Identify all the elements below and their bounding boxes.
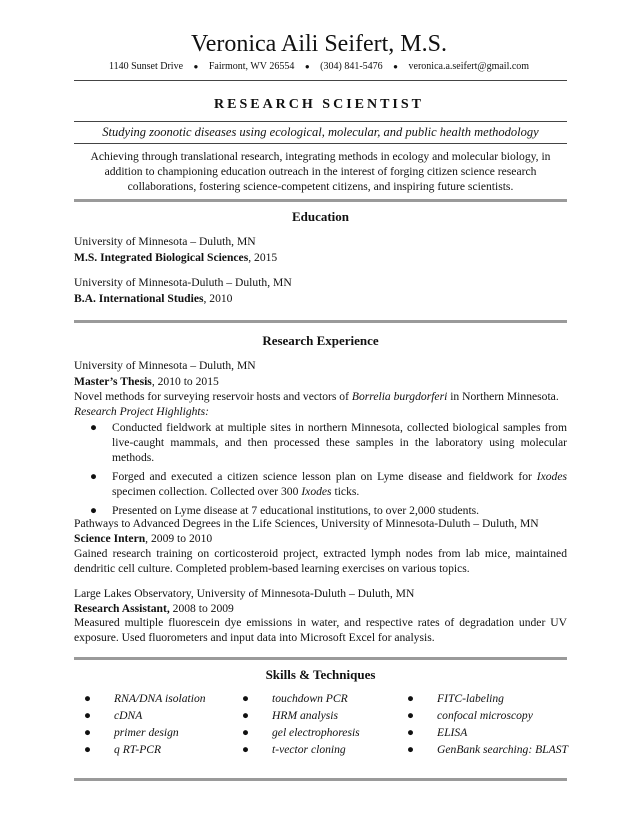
header-divider bbox=[74, 80, 567, 81]
taxon-name: Ixodes bbox=[301, 485, 332, 498]
taxon-name: Borrelia burgdorferi bbox=[351, 390, 448, 403]
skill-label: FITC-labeling bbox=[437, 692, 504, 705]
skill-item bbox=[232, 741, 360, 758]
highlights-list bbox=[74, 420, 567, 522]
skill-item bbox=[397, 707, 568, 724]
job-role bbox=[74, 601, 567, 616]
bullet-separator-icon: ● bbox=[393, 62, 399, 71]
skills-column bbox=[232, 690, 360, 758]
contact-line bbox=[0, 61, 638, 73]
bullet-icon: ● bbox=[84, 726, 92, 739]
section-divider bbox=[74, 657, 567, 660]
list-item-text: Forged and executed a citizen science lesson plan on Lyme disease and fieldwork for bbox=[112, 470, 537, 483]
tagline: Studying zoonotic diseases using ecological, molecular, and public health methodology bbox=[102, 125, 539, 139]
section-divider bbox=[74, 320, 567, 323]
skills-column bbox=[74, 690, 206, 758]
summary: Achieving through translational research, integrating methods in ecology and molecular biology, in addition to championing education outreach in the interest of forging citizen science research collaborations, fostering science-competent citizens, and inspiring future scientists. bbox=[90, 150, 551, 193]
research-heading: Research Experience bbox=[262, 333, 379, 348]
skill-label: RNA/DNA isolation bbox=[114, 692, 206, 705]
bullet-icon: ● bbox=[407, 743, 415, 756]
bullet-icon: ● bbox=[242, 692, 250, 705]
bullet-icon: ● bbox=[90, 470, 98, 483]
skill-label: ELISA bbox=[437, 726, 468, 739]
skill-item bbox=[74, 690, 206, 707]
list-item-text: specimen collection. Collected over 300 bbox=[112, 485, 302, 498]
list-item-text: Presented on Lyme disease at 7 educational institutions, to over 2,000 students. bbox=[112, 504, 480, 517]
skill-label: HRM analysis bbox=[272, 709, 339, 722]
desc-text: in Northern Minnesota. bbox=[447, 390, 559, 403]
skill-item bbox=[74, 724, 206, 741]
education-school: University of Minnesota – Duluth, MN bbox=[74, 235, 256, 248]
job-description: Measured multiple fluorescein dye emissions in water, and respective rates of degradation under UV exposure. Used fluorometers and input data into Microsoft Excel for analysis. bbox=[74, 616, 567, 644]
degree-name: B.A. International Studies bbox=[74, 292, 204, 305]
bullet-icon: ● bbox=[84, 692, 92, 705]
job-role bbox=[74, 531, 567, 546]
bullet-icon: ● bbox=[242, 726, 250, 739]
skill-label: t-vector cloning bbox=[272, 743, 346, 756]
list-item-text: Conducted fieldwork at multiple sites in northern Minnesota, collected biological samples from live-caught mammals, and then processed these samples in the laboratory using molecular methods. bbox=[112, 421, 567, 464]
skill-label: GenBank searching: BLAST bbox=[437, 743, 568, 756]
list-item bbox=[74, 420, 567, 465]
bullet-icon: ● bbox=[407, 726, 415, 739]
role-title: Research Assistant, bbox=[74, 602, 170, 615]
bullet-icon: ● bbox=[242, 743, 250, 756]
skill-label: confocal microscopy bbox=[437, 709, 533, 722]
highlights-label bbox=[74, 404, 567, 419]
job-description: Gained research training on corticosteroid project, extracted lymph nodes from lab mice, maintained dendritic cell culture. Completed problem-based learning exercises on various topics. bbox=[74, 547, 567, 575]
degree-year: , 2015 bbox=[248, 251, 278, 264]
role-dates: , 2010 to 2015 bbox=[151, 375, 219, 388]
bullet-icon: ● bbox=[90, 504, 98, 517]
bullet-icon: ● bbox=[407, 709, 415, 722]
city: Fairmont, WV 26554 bbox=[208, 61, 295, 72]
education-degree bbox=[74, 250, 567, 265]
skill-item bbox=[232, 707, 360, 724]
bullet-icon: ● bbox=[84, 743, 92, 756]
education-school: University of Minnesota-Duluth – Duluth, MN bbox=[74, 276, 292, 289]
education-degree bbox=[74, 291, 567, 306]
skill-label: cDNA bbox=[114, 709, 143, 722]
role-title: Science Intern bbox=[74, 532, 146, 545]
email[interactable]: veronica.a.seifert@gmail.com bbox=[408, 61, 530, 72]
candidate-name: Veronica Aili Seifert, M.S. bbox=[191, 31, 447, 57]
address: 1140 Sunset Drive bbox=[108, 61, 184, 72]
bullet-separator-icon: ● bbox=[193, 62, 199, 71]
skill-item bbox=[397, 741, 568, 758]
job-organization: University of Minnesota – Duluth, MN bbox=[74, 359, 256, 372]
tagline-top-divider bbox=[74, 121, 567, 122]
taxon-name: Ixodes bbox=[536, 470, 567, 483]
job-title: RESEARCH SCIENTIST bbox=[214, 97, 424, 112]
role-dates: , 2009 to 2010 bbox=[145, 532, 213, 545]
phone: (304) 841-5476 bbox=[320, 61, 383, 72]
skill-item bbox=[74, 741, 206, 758]
skill-item bbox=[397, 690, 568, 707]
skill-label: q RT-PCR bbox=[114, 743, 162, 756]
job-role bbox=[74, 374, 567, 389]
education-heading: Education bbox=[291, 209, 350, 224]
skill-item bbox=[74, 707, 206, 724]
section-divider bbox=[74, 778, 567, 781]
skill-item bbox=[232, 690, 360, 707]
skill-label: gel electrophoresis bbox=[272, 726, 360, 739]
job-organization: Pathways to Advanced Degrees in the Life Sciences, University of Minnesota-Duluth – Duluth, MN bbox=[74, 517, 539, 530]
role-dates: 2008 to 2009 bbox=[169, 602, 234, 615]
skill-item bbox=[232, 724, 360, 741]
highlights-label-text: Research Project Highlights: bbox=[74, 405, 210, 418]
skills-heading: Skills & Techniques bbox=[265, 667, 376, 682]
bullet-icon: ● bbox=[84, 709, 92, 722]
section-divider bbox=[74, 199, 567, 202]
list-item bbox=[74, 469, 567, 499]
degree-name: M.S. Integrated Biological Sciences bbox=[74, 251, 249, 264]
skill-label: primer design bbox=[114, 726, 179, 739]
tagline-bottom-divider bbox=[74, 143, 567, 144]
job-description bbox=[74, 389, 567, 404]
skills-column bbox=[397, 690, 568, 758]
skill-item bbox=[397, 724, 568, 741]
degree-year: , 2010 bbox=[203, 292, 233, 305]
role-title: Master’s Thesis bbox=[74, 375, 152, 388]
desc-text: Novel methods for surveying reservoir hosts and vectors of bbox=[74, 390, 352, 403]
skill-label: touchdown PCR bbox=[272, 692, 348, 705]
bullet-icon: ● bbox=[242, 709, 250, 722]
list-item-text: ticks. bbox=[331, 485, 360, 498]
job-organization: Large Lakes Observatory, University of Minnesota-Duluth – Duluth, MN bbox=[74, 587, 415, 600]
bullet-icon: ● bbox=[407, 692, 415, 705]
bullet-separator-icon: ● bbox=[304, 62, 310, 71]
bullet-icon: ● bbox=[90, 421, 98, 434]
